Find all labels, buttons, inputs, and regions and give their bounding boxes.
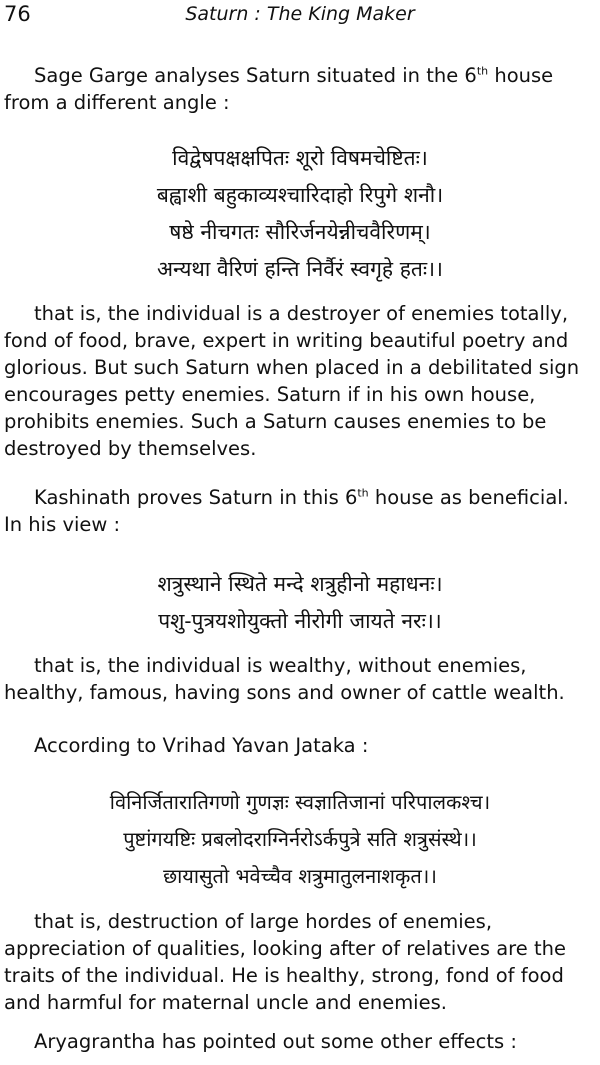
verse-line: अन्यथा वैरिणं हन्ति निर्वैरं स्वगृहे हतः।। [156, 257, 444, 281]
paragraph-line: prohibits enemies. Such a Saturn causes enemies to be [4, 410, 547, 433]
verse-line: विनिर्जितारातिगणो गुणज्ञः स्वज्ञातिजानां परिपालकश्च। [109, 790, 491, 814]
paragraph-intro-kashinath [4, 484, 594, 538]
paragraph-line: In his view : [4, 513, 121, 536]
paragraph-line: encourages petty enemies. Saturn if in his own house, [4, 383, 536, 406]
page-header [0, 0, 600, 28]
paragraph-line: and harmful for maternal uncle and enemies. [4, 991, 447, 1014]
paragraph-intro-vrihad-yavan [4, 732, 594, 759]
paragraph-intro-aryagrantha [4, 1028, 594, 1055]
verse-line: छायासुतो भवेच्चैव शत्रुमातुलनाशकृत।। [163, 864, 437, 888]
paragraph-line: Kashinath proves Saturn in this 6th house as beneficial. [34, 486, 569, 509]
paragraph-line: traits of the individual. He is healthy, strong, fond of food [4, 964, 564, 987]
paragraph-line: healthy, famous, having sons and owner of cattle wealth. [4, 681, 565, 704]
superscript-th: th [357, 486, 369, 500]
paragraph-line: that is, the individual is a destroyer of enemies totally, [34, 302, 569, 325]
sanskrit-verse-kashinath [0, 566, 600, 640]
running-title: Saturn : The King Maker [185, 3, 415, 25]
paragraph-line: that is, destruction of large hordes of enemies, [34, 910, 493, 933]
verse-line: पुष्टांगयष्टिः प्रबलोदराग्निर्नरोऽर्कपुत्रे सति शत्रुसंस्थे।। [123, 827, 477, 851]
paragraph-line: from a different angle : [4, 91, 230, 114]
verse-line: बह्वाशी बहुकाव्यश्चारिदाहो रिपुगे शनौ। [156, 183, 444, 207]
verse-line: विद्वेषपक्षक्षपितः शूरो विषमचेष्टितः। [172, 146, 428, 170]
sanskrit-verse-garge [0, 140, 600, 288]
paragraph-translation-vrihad-yavan [4, 908, 594, 1016]
verse-line: शत्रुस्थाने स्थिते मन्दे शत्रुहीनो महाधनः। [157, 572, 443, 596]
paragraph-translation-garge [4, 300, 594, 462]
superscript-th: th [476, 64, 489, 78]
paragraph-line: Aryagrantha has pointed out some other effects : [34, 1030, 517, 1053]
verse-line: पशु-पुत्रयशोयुक्तो नीरोगी जायते नरः।। [158, 609, 442, 633]
paragraph-line: glorious. But such Saturn when placed in a debilitated sign [4, 356, 580, 379]
paragraph-line: Sage Garge analyses Saturn situated in the 6th house [34, 64, 554, 87]
paragraph-line: fond of food, brave, expert in writing beautiful poetry and [4, 329, 569, 352]
paragraph-line: appreciation of qualities, looking after of relatives are the [4, 937, 566, 960]
sanskrit-verse-vrihad-yavan [0, 784, 600, 895]
paragraph-intro-garge [4, 62, 594, 116]
verse-line: षष्ठे नीचगतः सौरिर्जनयेन्नीचवैरिणम्। [169, 220, 431, 244]
paragraph-translation-kashinath [4, 652, 594, 706]
paragraph-line: that is, the individual is wealthy, without enemies, [34, 654, 527, 677]
paragraph-line: According to Vrihad Yavan Jataka : [34, 734, 369, 757]
paragraph-line: destroyed by themselves. [4, 437, 257, 460]
page-number: 76 [4, 2, 31, 26]
